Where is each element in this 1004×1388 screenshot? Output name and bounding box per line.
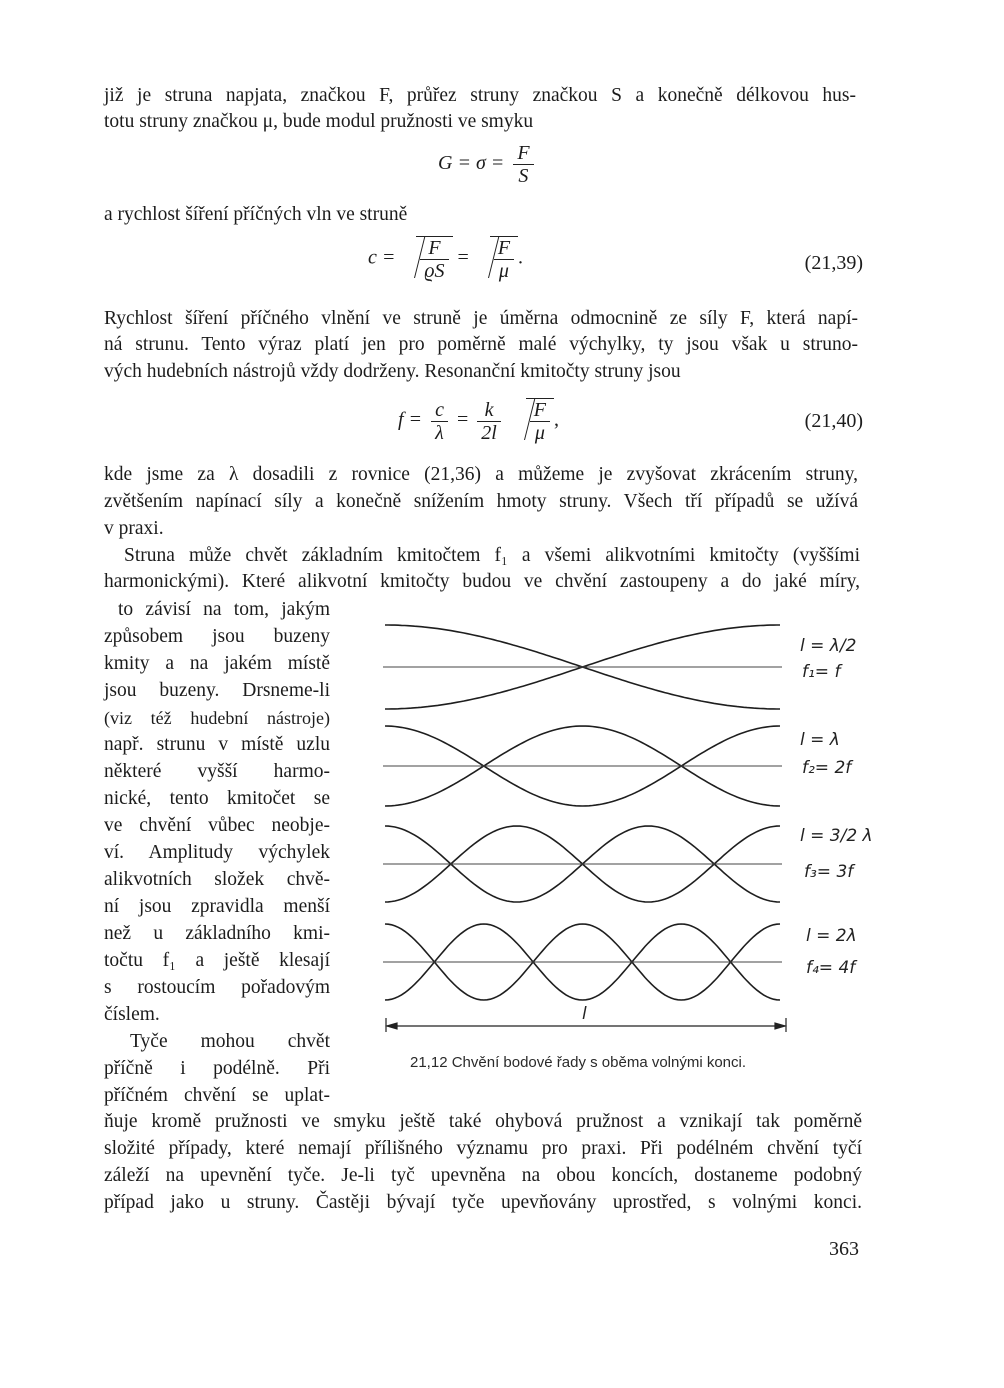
mode-freq-label: f₄= 4f <box>806 958 856 978</box>
text-line: ní jsou zpravidla menší <box>104 896 330 917</box>
sqrt: $\frac{F}{\mu}$ <box>510 398 554 444</box>
text-line: ňuje kromě pružnosti ve smyku ještě také ohybová pružnost a vznikají tak poměrně <box>104 1111 862 1132</box>
sqrt: $\frac{F}{ϱS}$ <box>400 236 452 282</box>
text-line: příčně i podélně. Při <box>104 1058 330 1079</box>
text-line: např. strunu v místě uzlu <box>104 734 330 755</box>
equation-f: f = $\frac{c}{\lambda}$ = $\frac{k}{2l}$ $\frac{F}{\mu}$ , <box>398 398 560 444</box>
equation-number: (21,40) <box>804 410 863 432</box>
text-line: totu struny značkou μ, bude modul pružnosti ve smyku <box>104 111 534 132</box>
text-line: případ jako u struny. Častěji bývají tyče upevňovány uprostřed, s volnými konci. <box>104 1192 862 1213</box>
text-line: způsobem jsou buzeny <box>104 626 330 647</box>
text-line: příčném chvění se uplat- <box>104 1085 330 1106</box>
text-line: nické, tento kmitočet se <box>104 788 330 809</box>
text-line: záleží na upevnění tyče. Je-li tyč upevněna na obou koncích, dostaneme podobný <box>104 1165 862 1186</box>
text-line: ná strunu. Tento výraz platí jen pro poměrně malé výchylky, ty jsou však u struno- <box>104 334 858 355</box>
mode-length-label: l = 2λ <box>806 926 857 946</box>
text-line: některé vyšší harmo- <box>104 761 330 782</box>
mode-length-label: l = 3/2 λ <box>800 826 873 846</box>
text-line: již je struna napjata, značkou F, průřez struny značkou S a konečně délkovou hus- <box>104 85 856 106</box>
mode-freq-label: f₂= 2f <box>802 758 852 778</box>
text-line: kde jsme za λ dosadili z rovnice (21,36) a můžeme je zvyšovat zkrácením struny, <box>104 464 858 485</box>
text-line: zvětšením napínací síly a konečně snížením hmoty struny. Všech tří případů se užívá <box>104 491 858 512</box>
mode-freq-label: f₁= f <box>802 662 841 682</box>
figure-caption: 21,12 Chvění bodové řady s oběma volnými konci. <box>410 1054 747 1071</box>
mode-freq-label: f₃= 3f <box>804 862 854 882</box>
text-line: v praxi. <box>104 518 164 539</box>
mode-length-label: l = λ <box>800 730 840 750</box>
dimension-label: l <box>582 1004 587 1024</box>
text-line: než u základního kmi- <box>104 923 330 944</box>
mode-length-label: l = λ/2 <box>800 636 857 656</box>
text-line: složité případy, které nemají přílišného významu pro praxi. Při podélném chvění tyčí <box>104 1138 862 1159</box>
text-line: harmonickými). Které alikvotní kmitočty budou ve chvění zastoupeny a do jaké míry, <box>104 571 860 592</box>
equation-c: c = $\frac{F}{ϱS}$ = $\frac{F}{\mu}$ . <box>368 237 524 282</box>
text-line: vých hudebních nástrojů vždy dodrženy. Resonanční kmitočty struny jsou <box>104 361 681 382</box>
text-line: ve chvění vůbec neobje- <box>104 815 330 836</box>
text-line: ví. Amplitudy výchylek <box>104 842 330 863</box>
equation-lhs: f = <box>398 408 423 431</box>
text-line: číslem. <box>104 1004 160 1025</box>
text-line: Rychlost šíření příčného vlnění ve struně je úměrna odmocnině ze síly F, která napí- <box>104 308 858 329</box>
equation-lhs: G = σ = <box>438 152 505 175</box>
equation-lhs: c = <box>368 246 396 269</box>
text-line: to závisí na tom, jakým <box>118 599 330 620</box>
sqrt: $\frac{F}{\mu}$ <box>474 236 518 282</box>
fraction: $\frac{F}{S}$ <box>513 142 533 187</box>
text-line: (viz též hudební nástroje) <box>104 708 330 728</box>
equals: = <box>457 246 469 269</box>
text-line: jsou buzeny. Drsneme-li <box>104 680 330 701</box>
text-line: Tyče mohou chvět <box>130 1031 330 1052</box>
equation-number: (21,39) <box>804 252 863 274</box>
text-line: alikvotních složek chvě- <box>104 869 330 890</box>
text-line: Struna může chvět základním kmitočtem f₁ a všemi alikvotními kmitočty (vyššími <box>124 545 860 566</box>
text-line: točtu f₁ a ještě klesají <box>104 950 330 971</box>
text-line: s rostoucím pořadovým <box>104 977 330 998</box>
page-number: 363 <box>829 1238 859 1260</box>
text-line: a rychlost šíření příčných vln ve struně <box>104 204 408 225</box>
text-line: kmity a na jakém místě <box>104 653 330 674</box>
